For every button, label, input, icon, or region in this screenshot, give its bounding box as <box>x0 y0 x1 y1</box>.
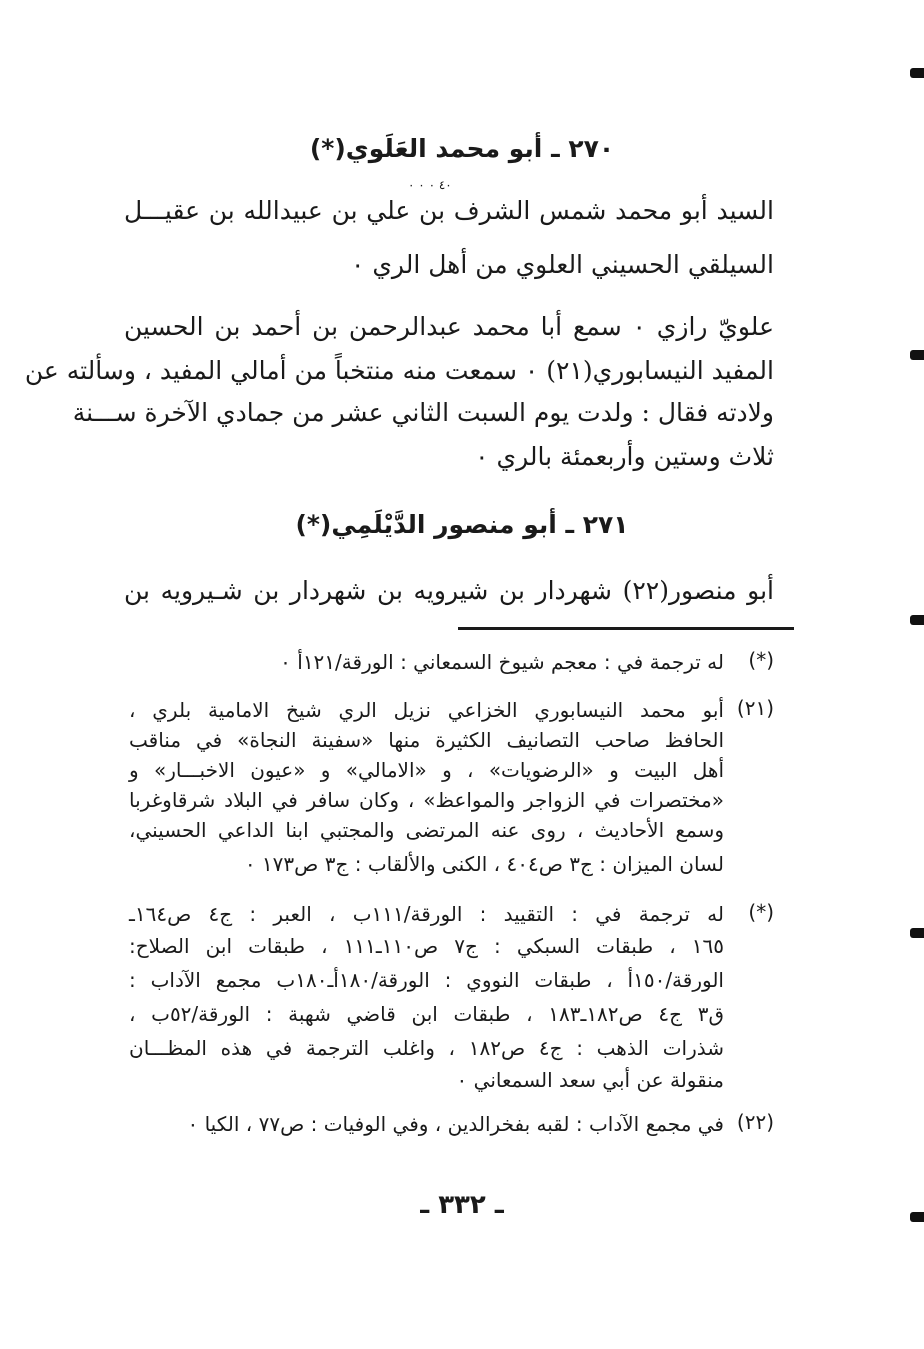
footnote-rule <box>458 627 794 630</box>
edge-mark <box>910 350 924 360</box>
footnote-21-line-3: أهل البيت و «الرضويات» ، و «الامالي» و «عيون الاخبـــار» و <box>129 758 724 782</box>
edge-mark <box>910 928 924 938</box>
footnote-21-mark: (٢١) <box>736 696 774 720</box>
footnote-21-line-4: «مختصرات في الزواجر والمواعظ» ، وكان سافر في البلاد شرقاوغربا <box>129 788 724 812</box>
entry-271-line-1: أبو منصور(٢٢) شهردار بن شيرويه بن شهردار بن شـيرويه بن <box>124 576 774 605</box>
ornament-mark: ٤٠ ٠ ٠ ٠ <box>408 178 452 192</box>
footnote-1-mark: (*) <box>748 648 774 672</box>
footnote-2-line-3: الورقة/١٥٠أ ، طبقات النووي : الورقة/١٨٠أـ١٨٠ب مجمع الآداب : <box>129 968 724 992</box>
page-number: ـ ٣٣٢ ـ <box>420 1190 504 1220</box>
entry-270-line-2: السيلقي الحسيني العلوي من أهل الري ٠ <box>350 250 774 279</box>
footnote-21-line-2: الحافظ صاحب التصانيف الكثيرة منها «سفينة النجاة» في مناقب <box>129 728 724 752</box>
footnote-21-line-5: وسمع الأحاديث ، روى عنه المرتضى والمجتبي ابنا الداعي الحسيني، <box>129 818 724 842</box>
entry-270-heading: ٢٧٠ ـ أبو محمد العَلَوي(*) <box>309 134 615 163</box>
footnote-2-line-4: ق٣ ج٤ ص١٨٢ـ١٨٣ ، طبقات ابن قاضي شهبة : الورقة/٥٢ب ، <box>129 1002 724 1026</box>
footnote-1-line-1: له ترجمة في : معجم شيوخ السمعاني : الورقة/١٢١أ ٠ <box>280 650 724 674</box>
footnote-22-mark: (٢٢) <box>736 1110 774 1134</box>
entry-270-line-1: السيد أبو محمد شمس الشرف بن علي بن عبيدالله بن عقيـــل <box>124 196 774 225</box>
entry-271-heading: ٢٧١ ـ أبو منصور الدَّيْلَمِي(*) <box>295 510 629 539</box>
entry-270-line-5: ولادته فقال : ولدت يوم السبت الثاني عشر من جمادي الآخرة ســـنة <box>72 398 774 427</box>
footnote-2-line-1: له ترجمة في : التقييد : الورقة/١١١ب ، العبر : ج٤ ص١٦٤ـ <box>129 902 725 926</box>
footnote-21-line-6: لسان الميزان : ج٣ ص٤٠٤ ، الكنى والألقاب : ج٣ ص١٧٣ ٠ <box>244 852 724 876</box>
edge-mark <box>910 68 924 78</box>
footnote-2-line-5: شذرات الذهب : ج٤ ص١٨٢ ، واغلب الترجمة في هذه المظـــان <box>129 1036 724 1060</box>
footnote-22-line-1: في مجمع الآداب : لقبه بفخرالدين ، وفي الوفيات : ص٧٧ ، الكيا ٠ <box>187 1112 724 1136</box>
footnote-2-line-6: منقولة عن أبي سعد السمعاني ٠ <box>456 1068 724 1092</box>
entry-270-line-6: ثلاث وستين وأربعمئة بالري ٠ <box>475 442 774 471</box>
footnote-2-mark: (*) <box>748 900 774 924</box>
footnote-21-line-1: أبو محمد النيسابوري الخزاعي نزيل الري شيخ الامامية بلري ، <box>129 698 724 722</box>
entry-270-line-4: المفيد النيسابوري(٢١) ٠ سمعت منه منتخباً من أمالي المفيد ، وسألته عن <box>24 356 774 385</box>
footnote-2-line-2: ١٦٥ ، طبقات السبكي : ج٧ ص١١٠ـ١١١ ، طبقات ابن الصلاح: <box>129 934 724 958</box>
entry-270-line-3: علويّ رازي ٠ سمع أبا محمد عبدالرحمن بن أحمد بن الحسين <box>124 312 774 341</box>
edge-mark <box>910 615 924 625</box>
